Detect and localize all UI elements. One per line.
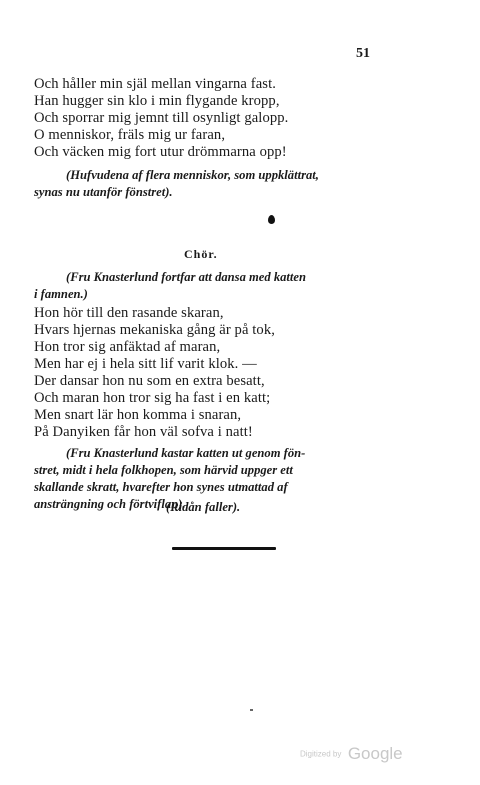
paper-speck: [250, 709, 253, 711]
watermark-logo: Google: [347, 744, 403, 763]
stage-direction-line: skallande skratt, hvarefter hon synes utmattad af: [34, 480, 288, 494]
stage-direction-line: stret, midt i hela folkhopen, som härvid uppger ett: [34, 463, 293, 477]
stage-direction-line: (Fru Knasterlund kastar katten ut genom fön-: [66, 446, 306, 460]
chorus-heading: Chör.: [184, 247, 218, 261]
verse-line: Och maran hon tror sig ha fast i en katt;: [34, 390, 271, 406]
stage-direction-2: [34, 269, 426, 303]
stanza-2: [34, 305, 426, 441]
verse-line: Hon tror sig anfäktad af maran,: [34, 339, 221, 355]
verse-line: Hvars hjernas mekaniska gång är på tok,: [34, 322, 275, 338]
verse-line: Han hugger sin klo i min flygande kropp,: [34, 93, 280, 109]
verse-line: Men har ej i hela sitt lif varit klok. —: [34, 356, 257, 372]
stage-direction-line: i famnen.): [34, 287, 88, 301]
stage-direction-line: ansträngning och förtviflan).: [34, 497, 186, 511]
verse-line: Men snart lär hon komma i snaran,: [34, 407, 242, 423]
verse-line: Och håller min själ mellan vingarna fast.: [34, 76, 276, 92]
stanza-1: [34, 76, 426, 161]
watermark: [300, 744, 403, 764]
end-rule: [172, 547, 276, 550]
verse-line: Och väcken mig fort utur drömmarna opp!: [34, 144, 287, 160]
curtain-note: [166, 499, 366, 516]
ink-blot: [268, 215, 275, 224]
stage-direction-line: (Hufvudena af flera menniskor, som uppklättrat,: [66, 168, 319, 182]
verse-line: Der dansar hon nu som en extra besatt,: [34, 373, 265, 389]
curtain-line: (Ridån faller).: [166, 500, 241, 514]
watermark-small: Digitized by: [300, 749, 342, 759]
verse-line: O menniskor, fräls mig ur faran,: [34, 127, 226, 143]
verse-line: Hon hör till den rasande skaran,: [34, 305, 224, 321]
stage-direction-line: (Fru Knasterlund fortfar att dansa med katten: [66, 270, 307, 284]
page-number: 51: [356, 46, 370, 61]
verse-line: Och sporrar mig jemnt till osynligt galopp.: [34, 110, 289, 126]
stage-direction-line: synas nu utanför fönstret).: [34, 185, 173, 199]
stage-direction-1: [34, 167, 426, 201]
verse-line: På Danyiken får hon väl sofva i natt!: [34, 424, 253, 440]
